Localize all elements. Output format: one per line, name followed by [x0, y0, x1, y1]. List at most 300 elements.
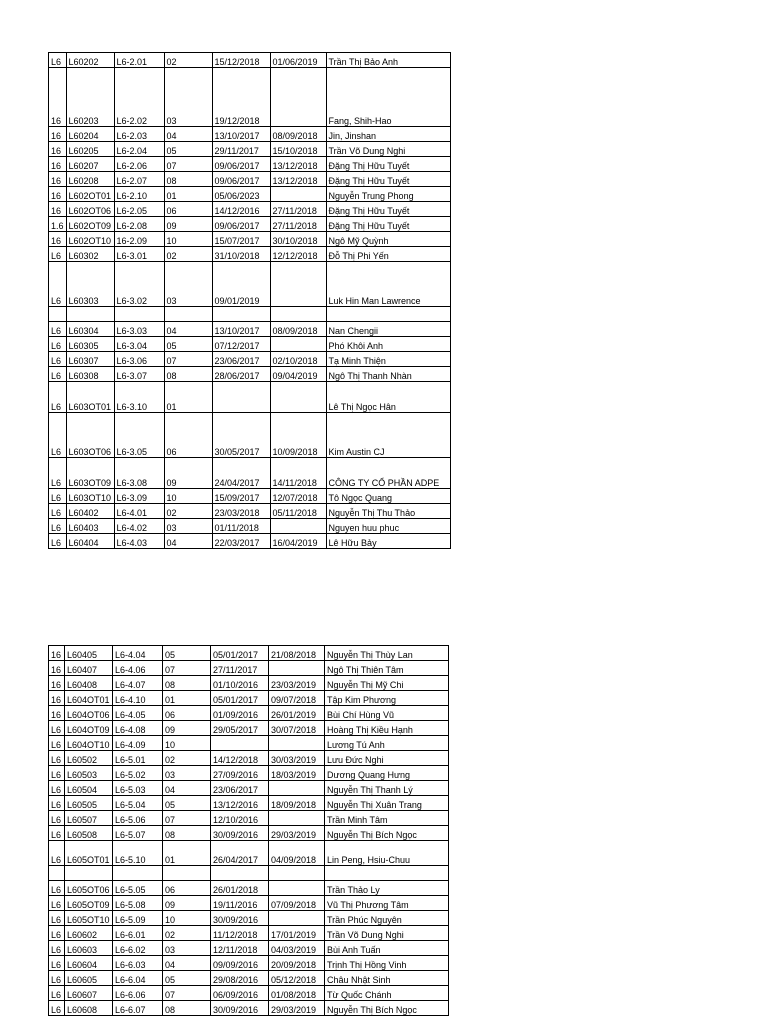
- end-date-cell: [270, 307, 326, 322]
- end-date-cell: [269, 736, 325, 751]
- start-date-cell: 06/09/2016: [211, 986, 269, 1001]
- unit-number-cell: 04: [164, 322, 212, 337]
- unit-code-cell: L60607: [65, 986, 113, 1001]
- floor-cell: L6: [49, 926, 65, 941]
- start-date-cell: 13/10/2017: [212, 127, 270, 142]
- table-row: [49, 911, 449, 926]
- floor-cell: L6: [49, 489, 67, 504]
- start-date-cell: 15/12/2018: [212, 53, 270, 68]
- table-row: [49, 646, 449, 661]
- start-date-cell: 28/06/2017: [212, 367, 270, 382]
- unit-code-cell: L60208: [66, 172, 114, 187]
- start-date-cell: 27/09/2016: [211, 766, 269, 781]
- unit-label-cell: L6-2.10: [114, 187, 164, 202]
- unit-label-cell: L6-4.06: [113, 661, 163, 676]
- unit-label-cell: L6-4.01: [114, 504, 164, 519]
- start-date-cell: 23/06/2017: [211, 781, 269, 796]
- floor-cell: L6: [49, 796, 65, 811]
- end-date-cell: [269, 866, 325, 881]
- floor-cell: 16: [49, 157, 67, 172]
- start-date-cell: [211, 866, 269, 881]
- end-date-cell: 30/07/2018: [269, 721, 325, 736]
- owner-name-cell: Tập Kim Phương: [325, 691, 449, 706]
- owner-name-cell: [325, 866, 449, 881]
- unit-number-cell: 10: [163, 736, 211, 751]
- start-date-cell: 29/05/2017: [211, 721, 269, 736]
- table-row: [49, 926, 449, 941]
- floor-cell: L6: [49, 736, 65, 751]
- unit-number-cell: 08: [164, 367, 212, 382]
- unit-number-cell: 07: [163, 661, 211, 676]
- unit-number-cell: 01: [163, 841, 211, 866]
- unit-label-cell: L6-5.08: [113, 896, 163, 911]
- owner-name-cell: Trần Võ Dung Nghi: [326, 142, 450, 157]
- floor-cell: [49, 307, 67, 322]
- unit-code-cell: L60608: [65, 1001, 113, 1016]
- unit-code-cell: L60205: [66, 142, 114, 157]
- floor-cell: L6: [49, 262, 67, 307]
- unit-code-cell: L604OT01: [65, 691, 113, 706]
- start-date-cell: 26/01/2018: [211, 881, 269, 896]
- unit-number-cell: 06: [164, 413, 212, 458]
- unit-number-cell: 03: [164, 68, 212, 127]
- floor-cell: L6: [49, 247, 67, 262]
- table-row: [49, 796, 449, 811]
- unit-number-cell: 03: [163, 766, 211, 781]
- table-row: [49, 232, 451, 247]
- end-date-cell: 05/11/2018: [270, 504, 326, 519]
- owner-name-cell: Ngô Mỹ Quỳnh: [326, 232, 450, 247]
- unit-number-cell: 04: [164, 127, 212, 142]
- end-date-cell: 10/09/2018: [270, 413, 326, 458]
- owner-name-cell: Đặng Thị Hữu Tuyết: [326, 157, 450, 172]
- unit-number-cell: 06: [164, 202, 212, 217]
- table-row: [49, 247, 451, 262]
- owner-name-cell: Tô Ngọc Quang: [326, 489, 450, 504]
- end-date-cell: 13/12/2018: [270, 157, 326, 172]
- unit-code-cell: L60504: [65, 781, 113, 796]
- owner-name-cell: Nguyễn Thị Mỹ Chi: [325, 676, 449, 691]
- table-row: [49, 661, 449, 676]
- unit-label-cell: L6-3.10: [114, 382, 164, 413]
- unit-label-cell: L6-3.03: [114, 322, 164, 337]
- unit-label-cell: L6-6.06: [113, 986, 163, 1001]
- start-date-cell: 15/07/2017: [212, 232, 270, 247]
- start-date-cell: 05/06/2023: [212, 187, 270, 202]
- end-date-cell: [270, 519, 326, 534]
- table-row: [49, 202, 451, 217]
- unit-code-cell: L60304: [66, 322, 114, 337]
- unit-number-cell: 01: [164, 382, 212, 413]
- unit-number-cell: 09: [164, 458, 212, 489]
- unit-label-cell: L6-2.04: [114, 142, 164, 157]
- end-date-cell: [269, 781, 325, 796]
- table-row: [49, 217, 451, 232]
- owner-name-cell: CÔNG TY CỔ PHẦN ADPE: [326, 458, 450, 489]
- unit-number-cell: 03: [164, 519, 212, 534]
- unit-number-cell: 01: [163, 691, 211, 706]
- table-row: [49, 986, 449, 1001]
- unit-number-cell: 07: [163, 986, 211, 1001]
- unit-number-cell: [164, 307, 212, 322]
- owner-name-cell: Đặng Thị Hữu Tuyết: [326, 172, 450, 187]
- floor-cell: 16: [49, 202, 67, 217]
- unit-number-cell: 02: [163, 751, 211, 766]
- floor-cell: 16: [49, 68, 67, 127]
- unit-code-cell: L604OT10: [65, 736, 113, 751]
- unit-number-cell: 08: [164, 172, 212, 187]
- unit-number-cell: 09: [163, 721, 211, 736]
- unit-label-cell: [114, 307, 164, 322]
- floor-cell: 16: [49, 646, 65, 661]
- unit-label-cell: L6-4.02: [114, 519, 164, 534]
- unit-code-cell: L60404: [66, 534, 114, 549]
- unit-code-cell: L60508: [65, 826, 113, 841]
- table-row: [49, 367, 451, 382]
- end-date-cell: 29/03/2019: [269, 826, 325, 841]
- unit-label-cell: L6-4.08: [113, 721, 163, 736]
- table-row: [49, 413, 451, 458]
- unit-code-cell: L60605: [65, 971, 113, 986]
- floor-cell: L6: [49, 53, 67, 68]
- unit-code-cell: L60502: [65, 751, 113, 766]
- end-date-cell: 30/10/2018: [270, 232, 326, 247]
- table-row: [49, 519, 451, 534]
- owner-name-cell: Vũ Thị Phương Tâm: [325, 896, 449, 911]
- owner-name-cell: Lương Tú Anh: [325, 736, 449, 751]
- unit-label-cell: L6-5.01: [113, 751, 163, 766]
- unit-number-cell: 07: [163, 811, 211, 826]
- start-date-cell: 09/06/2017: [212, 172, 270, 187]
- owner-name-cell: Trần Võ Dung Nghi: [325, 926, 449, 941]
- table-row: [49, 676, 449, 691]
- table-row: [49, 382, 451, 413]
- floor-cell: 16: [49, 706, 65, 721]
- unit-number-cell: 04: [164, 534, 212, 549]
- floor-cell: L6: [49, 337, 67, 352]
- start-date-cell: 09/09/2016: [211, 956, 269, 971]
- table-row: [49, 157, 451, 172]
- floor-cell: 16: [49, 691, 65, 706]
- unit-number-cell: 07: [164, 157, 212, 172]
- floor-cell: L6: [49, 721, 65, 736]
- unit-label-cell: L6-3.01: [114, 247, 164, 262]
- table-row: [49, 142, 451, 157]
- unit-number-cell: 04: [163, 781, 211, 796]
- end-date-cell: 04/03/2019: [269, 941, 325, 956]
- unit-code-cell: L605OT09: [65, 896, 113, 911]
- start-date-cell: 05/01/2017: [211, 691, 269, 706]
- unit-code-cell: L60302: [66, 247, 114, 262]
- end-date-cell: [270, 68, 326, 127]
- floor-cell: L6: [49, 519, 67, 534]
- unit-number-cell: 02: [164, 247, 212, 262]
- unit-label-cell: L6-4.07: [113, 676, 163, 691]
- unit-code-cell: L60305: [66, 337, 114, 352]
- table-row: [49, 971, 449, 986]
- unit-code-cell: L60503: [65, 766, 113, 781]
- unit-label-cell: L6-4.09: [113, 736, 163, 751]
- owner-name-cell: Nguyen huu phuc: [326, 519, 450, 534]
- floor-cell: L6: [49, 841, 65, 866]
- unit-number-cell: 09: [164, 217, 212, 232]
- unit-code-cell: L60603: [65, 941, 113, 956]
- start-date-cell: 14/12/2016: [212, 202, 270, 217]
- end-date-cell: 20/09/2018: [269, 956, 325, 971]
- start-date-cell: 30/09/2016: [211, 826, 269, 841]
- unit-label-cell: L6-3.04: [114, 337, 164, 352]
- start-date-cell: 29/11/2017: [212, 142, 270, 157]
- unit-label-cell: L6-3.05: [114, 413, 164, 458]
- owner-name-cell: Đỗ Thị Phi Yến: [326, 247, 450, 262]
- floor-cell: L6: [49, 751, 65, 766]
- table-row: [49, 866, 449, 881]
- unit-label-cell: L6-5.09: [113, 911, 163, 926]
- floor-cell: 16: [49, 232, 67, 247]
- end-date-cell: 29/03/2019: [269, 1001, 325, 1016]
- owner-name-cell: Fang, Shih-Hao: [326, 68, 450, 127]
- unit-number-cell: 09: [163, 896, 211, 911]
- unit-number-cell: 05: [163, 971, 211, 986]
- floor-cell: 1.6: [49, 217, 67, 232]
- end-date-cell: 13/12/2018: [270, 172, 326, 187]
- unit-code-cell: L604OT06: [65, 706, 113, 721]
- unit-code-cell: L60604: [65, 956, 113, 971]
- table-row: [49, 187, 451, 202]
- floor-cell: L6: [49, 322, 67, 337]
- unit-label-cell: L6-2.08: [114, 217, 164, 232]
- start-date-cell: 12/10/2016: [211, 811, 269, 826]
- unit-number-cell: 05: [163, 796, 211, 811]
- end-date-cell: [269, 911, 325, 926]
- table-row: [49, 881, 449, 896]
- end-date-cell: [269, 811, 325, 826]
- end-date-cell: 12/12/2018: [270, 247, 326, 262]
- end-date-cell: 08/09/2018: [270, 127, 326, 142]
- unit-code-cell: L605OT06: [65, 881, 113, 896]
- floor-cell: L6: [49, 367, 67, 382]
- unit-label-cell: L6-4.03: [114, 534, 164, 549]
- owner-name-cell: Trần Thảo Ly: [325, 881, 449, 896]
- end-date-cell: 18/03/2019: [269, 766, 325, 781]
- start-date-cell: 19/11/2016: [211, 896, 269, 911]
- floor-cell: L6: [49, 1001, 65, 1016]
- unit-label-cell: L6-2.06: [114, 157, 164, 172]
- floor-cell: L6: [49, 956, 65, 971]
- owner-name-cell: Tạ Minh Thiện: [326, 352, 450, 367]
- floor-cell: L6: [49, 534, 67, 549]
- unit-label-cell: L6-2.02: [114, 68, 164, 127]
- unit-label-cell: L6-2.05: [114, 202, 164, 217]
- owner-name-cell: Trần Thị Bảo Anh: [326, 53, 450, 68]
- start-date-cell: 12/11/2018: [211, 941, 269, 956]
- floor-cell: L6: [49, 504, 67, 519]
- table-row: [49, 337, 451, 352]
- unit-label-cell: L6-6.04: [113, 971, 163, 986]
- unit-code-cell: L60505: [65, 796, 113, 811]
- table-row: [49, 841, 449, 866]
- end-date-cell: 30/03/2019: [269, 751, 325, 766]
- floor-cell: L6: [49, 766, 65, 781]
- unit-table-1: [48, 52, 451, 549]
- table-row: [49, 68, 451, 127]
- start-date-cell: 09/01/2019: [212, 262, 270, 307]
- owner-name-cell: Kim Austin CJ: [326, 413, 450, 458]
- owner-name-cell: Nguyễn Thị Xuân Trang: [325, 796, 449, 811]
- start-date-cell: 01/09/2016: [211, 706, 269, 721]
- floor-cell: L6: [49, 413, 67, 458]
- start-date-cell: 26/04/2017: [211, 841, 269, 866]
- owner-name-cell: Jin, Jinshan: [326, 127, 450, 142]
- unit-code-cell: L603OT06: [66, 413, 114, 458]
- table-row: [49, 826, 449, 841]
- owner-name-cell: Nguyễn Thị Thùy Lan: [325, 646, 449, 661]
- unit-number-cell: 08: [163, 826, 211, 841]
- unit-code-cell: L605OT10: [65, 911, 113, 926]
- unit-code-cell: L60405: [65, 646, 113, 661]
- unit-code-cell: L602OT10: [66, 232, 114, 247]
- end-date-cell: 21/08/2018: [269, 646, 325, 661]
- owner-name-cell: Nguyễn Trung Phong: [326, 187, 450, 202]
- unit-code-cell: L60307: [66, 352, 114, 367]
- owner-name-cell: Ngô Thị Thiên Tâm: [325, 661, 449, 676]
- unit-number-cell: 05: [164, 142, 212, 157]
- unit-label-cell: L6-3.06: [114, 352, 164, 367]
- owner-name-cell: Đặng Thị Hữu Tuyết: [326, 202, 450, 217]
- floor-cell: L6: [49, 811, 65, 826]
- unit-code-cell: L605OT01: [65, 841, 113, 866]
- floor-cell: L6: [49, 826, 65, 841]
- unit-label-cell: L6-6.03: [113, 956, 163, 971]
- unit-number-cell: 02: [164, 504, 212, 519]
- table-row: [49, 691, 449, 706]
- floor-cell: 16: [49, 172, 67, 187]
- unit-label-cell: 16-2.09: [114, 232, 164, 247]
- floor-cell: 16: [49, 187, 67, 202]
- unit-code-cell: L602OT06: [66, 202, 114, 217]
- floor-cell: L6: [49, 986, 65, 1001]
- start-date-cell: 05/01/2017: [211, 646, 269, 661]
- start-date-cell: 22/03/2017: [212, 534, 270, 549]
- owner-name-cell: Trịnh Thị Hồng Vinh: [325, 956, 449, 971]
- table-row: [49, 956, 449, 971]
- floor-cell: L6: [49, 352, 67, 367]
- end-date-cell: 16/04/2019: [270, 534, 326, 549]
- unit-number-cell: 05: [163, 646, 211, 661]
- start-date-cell: 11/12/2018: [211, 926, 269, 941]
- floor-cell: 16: [49, 127, 67, 142]
- unit-code-cell: L60308: [66, 367, 114, 382]
- end-date-cell: [270, 382, 326, 413]
- end-date-cell: 08/09/2018: [270, 322, 326, 337]
- unit-number-cell: 10: [164, 489, 212, 504]
- unit-code-cell: L60202: [66, 53, 114, 68]
- owner-name-cell: Lê Hữu Bảy: [326, 534, 450, 549]
- table-row: [49, 262, 451, 307]
- owner-name-cell: Từ Quốc Chánh: [325, 986, 449, 1001]
- owner-name-cell: Dương Quang Hưng: [325, 766, 449, 781]
- owner-name-cell: Nguyễn Thị Bích Ngọc: [325, 826, 449, 841]
- end-date-cell: [270, 187, 326, 202]
- unit-code-cell: L60408: [65, 676, 113, 691]
- table-row: [49, 1001, 449, 1016]
- unit-label-cell: L6-2.01: [114, 53, 164, 68]
- owner-name-cell: Nguyễn Thị Thanh Lý: [325, 781, 449, 796]
- unit-code-cell: L60407: [65, 661, 113, 676]
- unit-label-cell: L6-5.06: [113, 811, 163, 826]
- unit-label-cell: L6-5.02: [113, 766, 163, 781]
- floor-cell: 16: [49, 142, 67, 157]
- table-row: [49, 706, 449, 721]
- unit-number-cell: 03: [164, 262, 212, 307]
- start-date-cell: 31/10/2018: [212, 247, 270, 262]
- unit-label-cell: L6-3.08: [114, 458, 164, 489]
- start-date-cell: 19/12/2018: [212, 68, 270, 127]
- unit-code-cell: L602OT09: [66, 217, 114, 232]
- end-date-cell: 27/11/2018: [270, 217, 326, 232]
- start-date-cell: 01/11/2018: [212, 519, 270, 534]
- start-date-cell: 13/10/2017: [212, 322, 270, 337]
- end-date-cell: 18/09/2018: [269, 796, 325, 811]
- unit-label-cell: L6-6.01: [113, 926, 163, 941]
- unit-label-cell: L6-4.05: [113, 706, 163, 721]
- table-row: [49, 307, 451, 322]
- unit-number-cell: 05: [164, 337, 212, 352]
- table-row: [49, 352, 451, 367]
- owner-name-cell: Trần Phúc Nguyên: [325, 911, 449, 926]
- unit-label-cell: L6-5.03: [113, 781, 163, 796]
- owner-name-cell: Nguyễn Thị Thu Thảo: [326, 504, 450, 519]
- start-date-cell: 29/08/2016: [211, 971, 269, 986]
- end-date-cell: [269, 881, 325, 896]
- start-date-cell: [212, 382, 270, 413]
- start-date-cell: 07/12/2017: [212, 337, 270, 352]
- end-date-cell: 17/01/2019: [269, 926, 325, 941]
- unit-number-cell: 02: [163, 926, 211, 941]
- table-row: [49, 736, 449, 751]
- owner-name-cell: Lê Thị Ngọc Hân: [326, 382, 450, 413]
- unit-label-cell: L6-4.04: [113, 646, 163, 661]
- unit-number-cell: 04: [163, 956, 211, 971]
- start-date-cell: [212, 307, 270, 322]
- start-date-cell: 01/10/2016: [211, 676, 269, 691]
- unit-code-cell: L60203: [66, 68, 114, 127]
- table-row: [49, 941, 449, 956]
- end-date-cell: [270, 262, 326, 307]
- table-row: [49, 534, 451, 549]
- unit-number-cell: 08: [163, 1001, 211, 1016]
- owner-name-cell: Luk Hin Man Lawrence: [326, 262, 450, 307]
- unit-label-cell: L6-5.07: [113, 826, 163, 841]
- unit-label-cell: L6-5.04: [113, 796, 163, 811]
- unit-number-cell: 10: [164, 232, 212, 247]
- table-row: [49, 751, 449, 766]
- floor-cell: 16: [49, 676, 65, 691]
- table-row: [49, 721, 449, 736]
- owner-name-cell: Nguyễn Thị Bích Ngọc: [325, 1001, 449, 1016]
- end-date-cell: 05/12/2018: [269, 971, 325, 986]
- floor-cell: L6: [49, 781, 65, 796]
- unit-label-cell: L6-6.02: [113, 941, 163, 956]
- end-date-cell: [270, 337, 326, 352]
- owner-name-cell: Nan Chengii: [326, 322, 450, 337]
- table-row: [49, 53, 451, 68]
- unit-label-cell: L6-4.10: [113, 691, 163, 706]
- owner-name-cell: Đặng Thị Hữu Tuyết: [326, 217, 450, 232]
- start-date-cell: 30/09/2016: [211, 1001, 269, 1016]
- table-row: [49, 458, 451, 489]
- unit-code-cell: L60402: [66, 504, 114, 519]
